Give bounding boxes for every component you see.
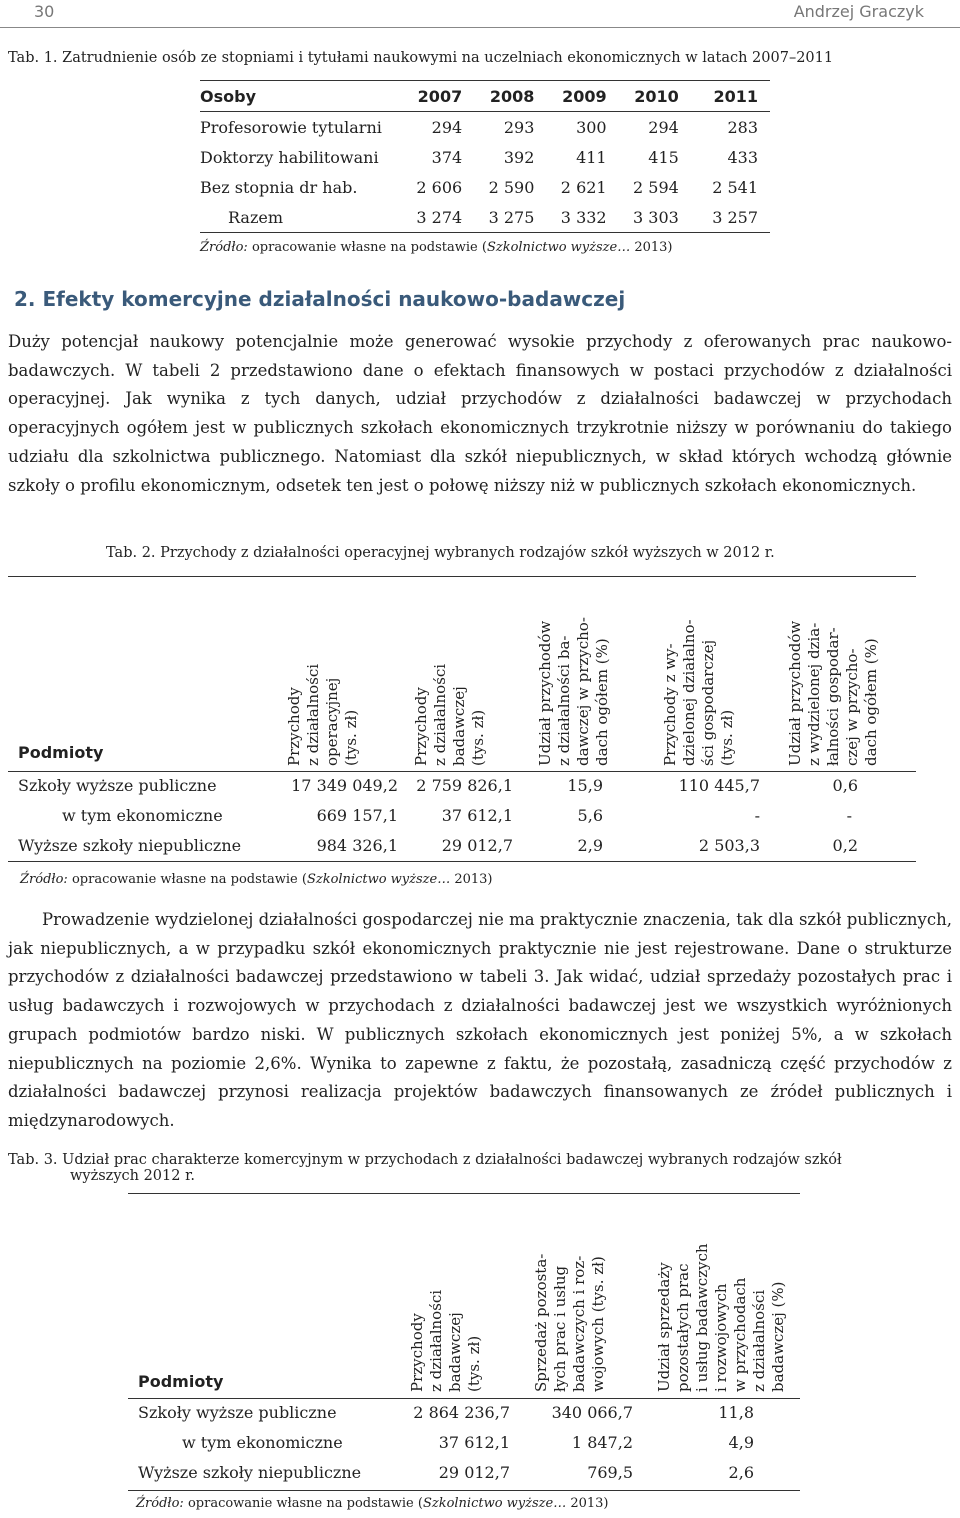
- tab2-cell: 2,9: [577, 836, 603, 855]
- table-cell: 3 332: [560, 207, 607, 227]
- tab1: [200, 80, 770, 255]
- tab1-header-cell: 2009: [562, 86, 607, 106]
- tab3-row-label: Szkoły wyższe publiczne: [138, 1403, 337, 1422]
- table-row: [200, 172, 770, 202]
- tab2-header-rule: [8, 771, 916, 772]
- tab1-source: Źródło: opracowanie własne na podstawie (Szkolnictwo wyższe… 2013): [200, 240, 673, 255]
- table-cell: 2 590: [488, 177, 535, 197]
- table-row: [200, 112, 770, 143]
- table-cell: 283: [727, 117, 758, 137]
- page-header: [0, 0, 960, 28]
- table-cell: 415: [648, 147, 679, 167]
- table-cell: 433: [727, 147, 758, 167]
- tab3-row-label: w tym ekonomiczne: [182, 1433, 343, 1452]
- tab3-caption-line-2: wyższych 2012 r.: [70, 1168, 196, 1184]
- tab2-cell: 37 612,1: [441, 806, 513, 825]
- tab2-col-header: Udział przychodów z wydzielonej dzia- łalności gospodar- czej w przycho- dach ogółem (%): [786, 620, 880, 766]
- tab2-cell: -: [846, 806, 852, 825]
- tab3-header-rule: [128, 1398, 800, 1399]
- table-cell: 3 303: [633, 207, 679, 227]
- running-author: Andrzej Graczyk: [793, 2, 924, 21]
- tab3-cell: 29 012,7: [438, 1463, 510, 1482]
- tab2-cell: 5,6: [577, 806, 603, 825]
- tab2-caption: Tab. 2. Przychody z działalności operacyjnej wybranych rodzajów szkół wyższych w 2012 r.: [106, 545, 775, 561]
- tab3-cell: 4,9: [728, 1433, 754, 1452]
- page-number: 30: [34, 2, 55, 21]
- tab2-cell: 17 349 049,2: [291, 776, 398, 795]
- tab2-col-header: Przychody z wy- dzielonej działalno- ści gospodarczej (tys. zł): [661, 619, 736, 766]
- tab2-cell: -: [754, 806, 760, 825]
- table-cell: 3 257: [712, 207, 758, 227]
- tab2-row-label: w tym ekonomiczne: [62, 806, 223, 825]
- tab3: [128, 1193, 800, 1491]
- table-cell: 2 594: [633, 177, 679, 197]
- table-cell: 3 275: [488, 207, 535, 227]
- tab3-caption-line-1: Tab. 3. Udział prac charakterze komercyjnym w przychodach z działalności badawczej wybranych rodzajów szkół: [8, 1152, 842, 1168]
- tab2-cell: 2 759 826,1: [416, 776, 513, 795]
- tab3-header-podmioty: Podmioty: [138, 1372, 224, 1391]
- table-cell: 2 621: [560, 177, 607, 197]
- tab3-caption: [8, 1152, 952, 1184]
- tab1-header-row: [200, 81, 770, 112]
- tab1-header-cell: 2011: [713, 86, 758, 106]
- paragraph-2: [8, 906, 952, 1136]
- tab2-source: Źródło: opracowanie własne na podstawie (Szkolnictwo wyższe… 2013): [20, 872, 493, 887]
- tab2-cell: 0,6: [832, 776, 858, 795]
- tab3-col-header: Sprzedaż pozosta- łych prac i usług badawczych i roz- wojowych (tys. zł): [532, 1253, 607, 1392]
- table-cell: 392: [503, 147, 535, 167]
- table-cell: 411: [576, 147, 607, 167]
- tab2-cell: 669 157,1: [316, 806, 398, 825]
- tab1-header-cell: 2007: [417, 86, 463, 106]
- tab1-header-cell: 2008: [489, 86, 535, 106]
- tab3-row-label: Wyższe szkoły niepubliczne: [138, 1463, 362, 1482]
- section-heading: 2. Efekty komercyjne działalności naukowo-badawczej: [14, 287, 626, 311]
- tab3-cell: 2,6: [728, 1463, 754, 1482]
- tab2-col-header: Przychody z działalności badawczej (tys. zł): [412, 663, 487, 766]
- table-cell: Doktorzy habilitowani: [200, 147, 379, 167]
- tab3-source: Źródło: opracowanie własne na podstawie (Szkolnictwo wyższe… 2013): [136, 1496, 609, 1511]
- tab1-header-cell: 2010: [634, 86, 679, 106]
- tab2-col-header: Przychody z działalności operacyjnej (tys. zł): [285, 663, 360, 766]
- table-cell: 2 541: [712, 177, 758, 197]
- tab2-cell: 0,2: [832, 836, 858, 855]
- table-row: [200, 142, 770, 172]
- tab1-caption: Tab. 1. Zatrudnienie osób ze stopniami i tytułami naukowymi na uczelniach ekonomicznych w latach 2007–2011: [8, 50, 834, 66]
- tab3-col-header: Przychody z działalności badawczej (tys. zł): [408, 1289, 483, 1392]
- table-cell: Razem: [228, 207, 284, 227]
- table-cell: 294: [648, 117, 679, 137]
- tab3-col-header: Udział sprzedaży pozostałych prac i usług badawczych i rozwojowych w przychodach z działalności badawczej (%): [655, 1243, 787, 1392]
- tab3-cell: 340 066,7: [551, 1403, 633, 1422]
- paragraph-1: Duży potencjał naukowy potencjalnie może generować wysokie przychody z oferowanych prac naukowo-badawczych. W tabeli 2 przedstawiono dane o efektach finansowych w postaci przychodów z działalności operacyjnej. Jak wynika z tych danych, udział przychodów z działalności badawczej w przychodach operacyjnych ogółem jest w publicznych szkołach ekonomicznych trzykrotnie niższy w porównaniu do takiego udziału dla szkolnictwa publicznego. Natomiast dla szkół niepublicznych, w skład których wchodzą głównie szkoły o profilu ekonomicznym, odsetek ten jest o połowę niższy niż w publicznych szkołach ekonomicznych.: [8, 332, 952, 495]
- tab2-row-label: Wyższe szkoły niepubliczne: [18, 836, 242, 855]
- tab2-cell: 110 445,7: [678, 776, 760, 795]
- tab3-cell: 11,8: [718, 1403, 754, 1422]
- tab2-cell: 984 326,1: [316, 836, 398, 855]
- tab3-cell: 1 847,2: [571, 1433, 633, 1452]
- table-cell: 300: [576, 117, 607, 137]
- tab3-cell: 769,5: [587, 1463, 633, 1482]
- tab1-header-cell: Osoby: [200, 86, 256, 106]
- tab1-table: [200, 80, 770, 233]
- tab2-header-podmioty: Podmioty: [18, 743, 104, 762]
- table-row: [200, 202, 770, 233]
- table-cell: 2 606: [416, 177, 463, 197]
- tab2-col-header: Udział przychodów z działalności ba- dawczej w przycho- dach ogółem (%): [536, 617, 611, 766]
- table-cell: 294: [431, 117, 463, 137]
- table-cell: Bez stopnia dr hab.: [200, 177, 358, 197]
- paragraph-2-text: Prowadzenie wydzielonej działalności gospodarczej nie ma praktycznie znaczenia, tak dla szkół publicznych, jak niepublicznych, a w przypadku szkół ekonomicznych praktycznie nie jest rejestrowane. Dane o strukturze przychodów z działalności badawczej przedstawiono w tabeli 3. Jak widać, udział sprzedaży pozostałych prac i usług badawczych i rozwojowych w przychodach z działalności badawczej jest we wszystkich wyróżnionych grupach podmiotów bardzo niski. W publicznych szkołach ekonomicznych jest poniżej 5%, a w szkołach niepublicznych na poziomie 2,6%. Wynika to zapewne z faktu, że pozostałą, zasadniczą część przychodów z działalności badawczej przynosi realizacja projektów badawczych finansowanych ze źródeł publicznych i międzynarodowych.: [8, 910, 952, 1130]
- table-cell: 3 274: [416, 207, 463, 227]
- tab3-cell: 37 612,1: [438, 1433, 510, 1452]
- tab2-cell: 2 503,3: [698, 836, 760, 855]
- tab2: [8, 576, 916, 862]
- table-cell: Profesorowie tytularni: [200, 117, 382, 137]
- tab2-cell: 15,9: [567, 776, 603, 795]
- table-cell: 293: [503, 117, 535, 137]
- tab2-row-label: Szkoły wyższe publiczne: [18, 776, 217, 795]
- table-cell: 374: [431, 147, 463, 167]
- tab2-cell: 29 012,7: [441, 836, 513, 855]
- tab3-cell: 2 864 236,7: [413, 1403, 510, 1422]
